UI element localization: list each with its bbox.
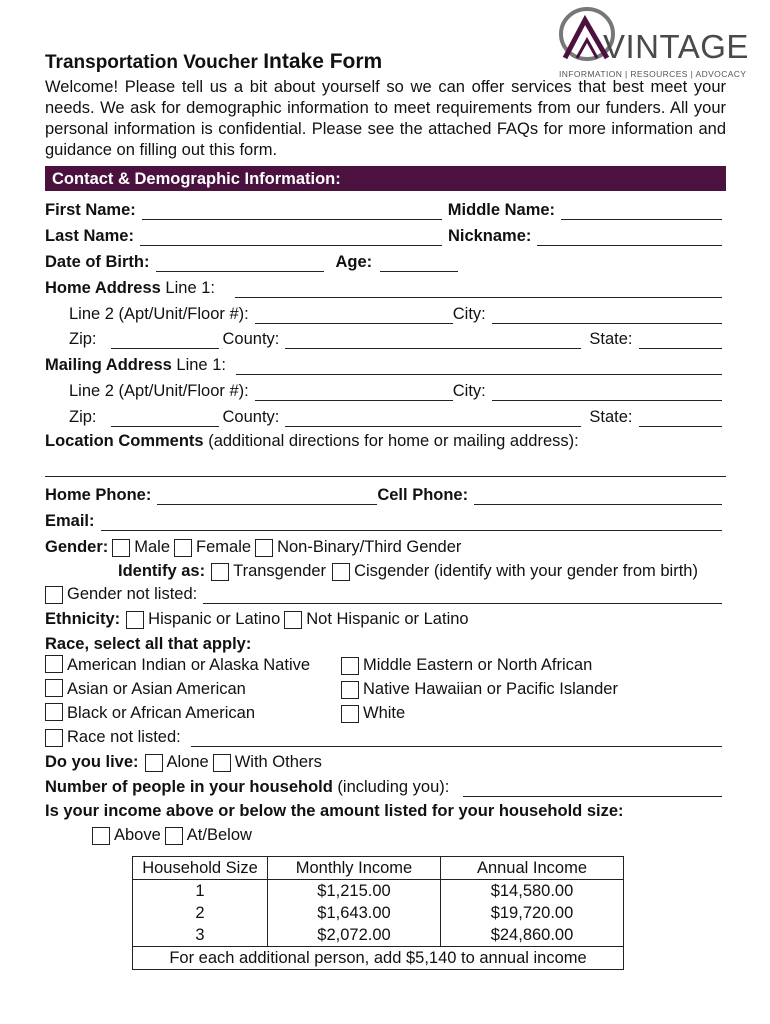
form-intro: Welcome! Please tell us a bit about yourself so we can offer services that best meet your needs. We ask for demographic information to meet requirements from our funders. All your personal information is confidential. Please see the attached FAQs for more information and guidance on filling out this form. [45,78,726,159]
logo-tagline: INFORMATION | RESOURCES | ADVOCACY [559,69,747,79]
gender-not-listed-row [45,580,726,604]
nickname-field[interactable] [537,227,722,246]
home-zip-field[interactable] [111,330,219,349]
income-table [132,856,624,970]
american-indian-label: American Indian or Alaska Native [67,656,311,674]
race-not-listed-row [45,723,726,747]
location-comments-label: Location Comments (additional directions for home or mailing address): [45,432,579,450]
email-row [45,507,726,531]
first-name-label: First Name: [45,201,136,219]
home-address-row [45,274,726,298]
gender-female-label: Female [196,538,252,556]
mailing-address-label: Mailing Address Line 1: [45,356,226,374]
gender-not-listed-label: Gender not listed: [67,585,198,603]
household-count-field[interactable] [463,778,722,797]
race-not-listed-label: Race not listed: [67,728,181,746]
ethnicity-row [45,605,726,629]
section-header: Contact & Demographic Information: [45,166,726,191]
with-others-checkbox[interactable] [213,754,231,772]
header-household-size: Household Size [133,857,268,880]
transgender-label: Transgender [233,562,327,580]
income-above-label: Above [114,826,161,844]
name-row-1 [45,196,726,220]
gender-nonbinary-checkbox[interactable] [255,539,273,557]
cell-phone-field[interactable] [474,486,722,505]
ethnicity-label: Ethnicity: [45,610,121,628]
income-above-checkbox[interactable] [92,827,110,845]
household-row [45,773,726,797]
not-hispanic-label: Not Hispanic or Latino [306,610,469,628]
location-comments-row [45,427,726,451]
household-size-cell: 2 [133,902,268,924]
middle-name-field[interactable] [561,201,722,220]
identify-label: Identify as: [118,562,206,580]
asian-label: Asian or Asian American [67,680,246,698]
income-answer-row [45,821,726,845]
phone-row [45,481,726,505]
last-name-field[interactable] [140,227,442,246]
home-phone-field[interactable] [157,486,377,505]
mailing-line2-field[interactable] [255,382,453,401]
mailing-city-label: City: [452,382,486,400]
with-others-label: With Others [234,753,322,771]
mailing-state-field[interactable] [639,408,722,427]
home-state-label: State: [589,330,633,348]
header-annual-income: Annual Income [441,857,624,880]
gender-male-label: Male [134,538,171,556]
race-row-2 [45,675,726,699]
annual-income-cell: $24,860.00 [441,924,624,947]
monthly-income-cell: $1,215.00 [268,880,441,903]
gender-male-checkbox[interactable] [112,539,130,557]
home-line2-field[interactable] [255,305,453,324]
table-row [133,902,624,924]
black-checkbox[interactable] [45,703,63,721]
household-size-cell: 1 [133,880,268,903]
alone-label: Alone [166,753,209,771]
home-phone-label: Home Phone: [45,486,152,504]
cell-phone-label: Cell Phone: [377,486,469,504]
monthly-income-cell: $2,072.00 [268,924,441,947]
cisgender-checkbox[interactable] [332,563,350,581]
home-state-field[interactable] [639,330,722,349]
mailing-address-line2-row [45,377,726,401]
first-name-field[interactable] [142,201,442,220]
home-zip-row [45,325,726,349]
hawaiian-label: Native Hawaiian or Pacific Islander [363,680,618,698]
gender-not-listed-checkbox[interactable] [45,586,63,604]
home-city-field[interactable] [492,305,722,324]
race-label: Race, select all that apply: [45,635,252,653]
mailing-address-line1-field[interactable] [236,356,722,375]
living-row [45,748,726,772]
annual-income-cell: $14,580.00 [441,880,624,903]
mailing-zip-row [45,403,726,427]
household-label: Number of people in your household (including you): [45,778,450,796]
table-row [133,924,624,947]
race-row-1 [45,651,726,675]
vintage-logo [557,6,749,82]
white-checkbox[interactable] [341,705,359,723]
dob-field[interactable] [156,253,324,272]
location-comments-field[interactable] [45,458,726,477]
middle-eastern-checkbox[interactable] [341,657,359,675]
email-label: Email: [45,512,95,530]
annual-income-cell: $19,720.00 [441,902,624,924]
gender-female-checkbox[interactable] [174,539,192,557]
mailing-county-label: County: [222,408,280,426]
income-question-row [45,797,726,821]
home-address-line1-field[interactable] [235,279,722,298]
mailing-city-field[interactable] [492,382,722,401]
home-zip-label: Zip: [69,330,97,348]
email-field[interactable] [101,512,722,531]
asian-checkbox[interactable] [45,679,63,697]
hispanic-label: Hispanic or Latino [148,610,281,628]
not-hispanic-checkbox[interactable] [284,611,302,629]
home-county-label: County: [222,330,280,348]
race-row-3 [45,699,726,723]
gender-row [45,533,726,557]
mailing-address-row [45,351,726,375]
additional-person-note: For each additional person, add $5,140 to annual income [133,947,624,970]
home-county-field[interactable] [285,330,581,349]
white-label: White [363,704,406,722]
name-row-2 [45,222,726,246]
gender-nonbinary-label: Non-Binary/Third Gender [277,538,462,556]
race-not-listed-field[interactable] [191,728,722,747]
middle-eastern-label: Middle Eastern or North African [363,656,593,674]
logo-wordmark: VINTAGE [603,28,749,65]
header-monthly-income: Monthly Income [268,857,441,880]
dob-label: Date of Birth: [45,253,150,271]
home-city-label: City: [452,305,486,323]
income-question-label: Is your income above or below the amount listed for your household size: [45,802,624,820]
location-comments-line-row [45,453,726,477]
hispanic-checkbox[interactable] [126,611,144,629]
alone-checkbox[interactable] [145,754,163,772]
transgender-checkbox[interactable] [211,563,229,581]
age-field[interactable] [380,253,458,272]
income-table-footer [133,947,624,970]
living-label: Do you live: [45,753,139,771]
income-below-checkbox[interactable] [165,827,183,845]
form-title: Transportation Voucher Intake Form [45,50,383,73]
gender-not-listed-field[interactable] [203,585,722,604]
last-name-label: Last Name: [45,227,134,245]
race-not-listed-checkbox[interactable] [45,729,63,747]
table-row [133,880,624,903]
home-address-label: Home Address Line 1: [45,279,215,297]
identify-row [45,557,726,581]
gender-label: Gender: [45,538,109,556]
dob-row [45,248,726,272]
household-size-cell: 3 [133,924,268,947]
hawaiian-checkbox[interactable] [341,681,359,699]
mailing-zip-field[interactable] [111,408,219,427]
middle-name-label: Middle Name: [447,201,556,219]
mailing-line2-label: Line 2 (Apt/Unit/Floor #): [69,382,249,400]
cisgender-label: Cisgender (identify with your gender from birth) [354,562,698,580]
mailing-state-label: State: [589,408,633,426]
home-line2-label: Line 2 (Apt/Unit/Floor #): [69,305,249,323]
income-table-header [133,857,624,880]
age-label: Age: [335,253,373,271]
monthly-income-cell: $1,643.00 [268,902,441,924]
home-address-line2-row [45,300,726,324]
nickname-label: Nickname: [447,227,532,245]
american-indian-checkbox[interactable] [45,655,63,673]
black-label: Black or African American [67,704,255,722]
mailing-county-field[interactable] [285,408,581,427]
income-below-label: At/Below [186,826,252,844]
mailing-zip-label: Zip: [69,408,97,426]
